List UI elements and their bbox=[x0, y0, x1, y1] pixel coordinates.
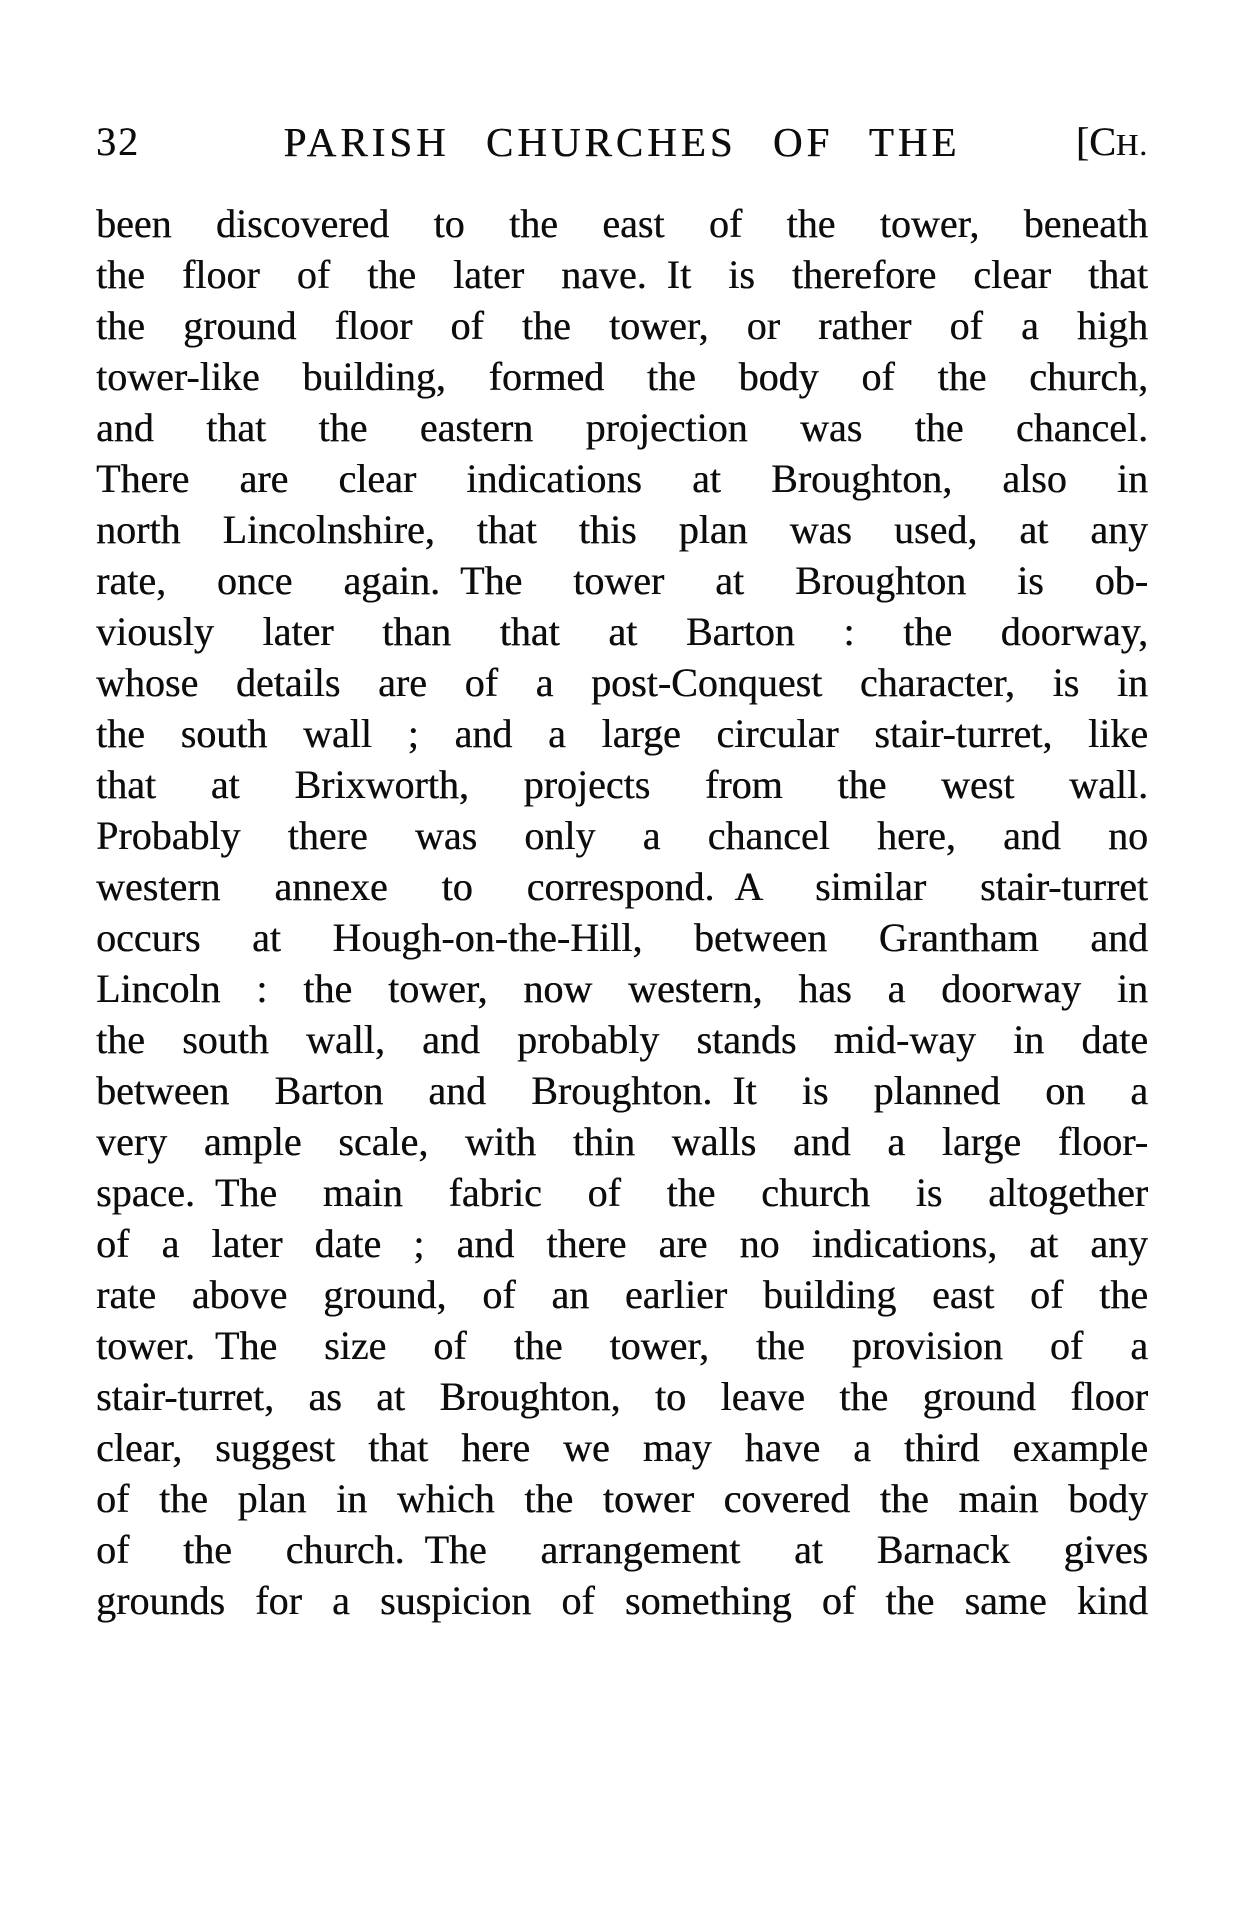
text-line: clear, suggest that here we may have a third example bbox=[96, 1425, 1148, 1470]
text-line: tower. The size of the tower, the provision of a bbox=[96, 1323, 1148, 1368]
body-text bbox=[96, 198, 1148, 1626]
text-line: of the plan in which the tower covered the main body bbox=[96, 1476, 1148, 1521]
page-header bbox=[96, 118, 1148, 172]
text-line: the ground floor of the tower, or rather of a high bbox=[96, 303, 1148, 348]
text-line: the south wall, and probably stands mid-way in date bbox=[96, 1017, 1148, 1062]
text-line: occurs at Hough-on-the-Hill, between Grantham and bbox=[96, 915, 1148, 960]
text-line: viously later than that at Barton : the doorway, bbox=[96, 609, 1148, 654]
text-line: Lincoln : the tower, now western, has a doorway in bbox=[96, 966, 1148, 1011]
text-line: rate, once again. The tower at Broughton is ob- bbox=[96, 558, 1148, 603]
text-line: the floor of the later nave. It is therefore clear that bbox=[96, 252, 1148, 297]
text-line: whose details are of a post-Conquest character, is in bbox=[96, 660, 1148, 705]
text-line: There are clear indications at Broughton, also in bbox=[96, 456, 1148, 501]
text-line: been discovered to the east of the tower, beneath bbox=[96, 201, 1148, 246]
text-line: north Lincolnshire, that this plan was used, at any bbox=[96, 507, 1148, 552]
text-line: of the church. The arrangement at Barnack gives bbox=[96, 1527, 1148, 1572]
text-line: Probably there was only a chancel here, and no bbox=[96, 813, 1148, 858]
text-line: stair-turret, as at Broughton, to leave the ground floor bbox=[96, 1374, 1148, 1419]
running-title: PARISH CHURCHES OF THE bbox=[283, 119, 961, 165]
text-line: of a later date ; and there are no indications, at any bbox=[96, 1221, 1148, 1266]
text-line: tower-like building, formed the body of the church, bbox=[96, 354, 1148, 399]
text-line: between Barton and Broughton. It is planned on a bbox=[96, 1068, 1148, 1113]
text-line: western annexe to correspond. A similar stair-turret bbox=[96, 864, 1148, 909]
page-number: 32 bbox=[96, 119, 140, 164]
text-line: the south wall ; and a large circular stair-turret, like bbox=[96, 711, 1148, 756]
chapter-label bbox=[1076, 118, 1148, 165]
text-line: very ample scale, with thin walls and a large floor- bbox=[96, 1119, 1148, 1164]
text-line: and that the eastern projection was the chancel. bbox=[96, 405, 1148, 450]
text-line: rate above ground, of an earlier building east of the bbox=[96, 1272, 1148, 1317]
chapter-label-small: H. bbox=[1115, 127, 1148, 162]
text-line: space. The main fabric of the church is altogether bbox=[96, 1170, 1148, 1215]
text-line: that at Brixworth, projects from the west wall. bbox=[96, 762, 1148, 807]
chapter-label-large: [C bbox=[1075, 119, 1116, 164]
text-line: grounds for a suspicion of something of the same kind bbox=[96, 1578, 1148, 1623]
